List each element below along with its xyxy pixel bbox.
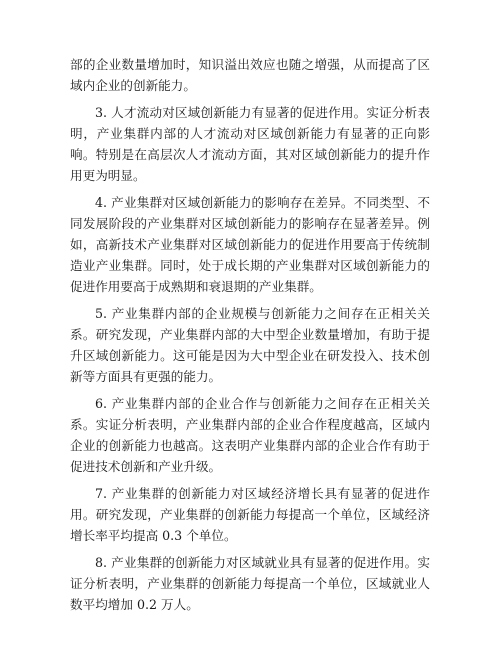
paragraph-finding-7: 7. 产业集群的创新能力对区域经济增长具有显著的促进作用。研究发现，产业集群的创新能力每提高一个单位，区域经济增长率平均提高 0.3 个单位。	[70, 486, 430, 543]
document-page	[70, 54, 430, 621]
paragraph-finding-5: 5. 产业集群内部的企业规模与创新能力之间存在正相关关系。研究发现，产业集群内部的大中型企业数量增加，有助于提升区域创新能力。这可能是因为大中型企业在研发投入、技术创新等方面具有更强的能力。	[70, 306, 430, 384]
paragraph-finding-3: 3. 人才流动对区域创新能力有显著的促进作用。实证分析表明，产业集群内部的人才流动对区域创新能力有显著的正向影响。特别是在高层次人才流动方面，其对区域创新能力的提升作用更为明显。	[70, 105, 430, 183]
paragraph-finding-8: 8. 产业集群的创新能力对区域就业具有显著的促进作用。实证分析表明，产业集群的创新能力每提高一个单位，区域就业人数平均增加 0.2 万人。	[70, 555, 430, 612]
paragraph-continuation: 部的企业数量增加时，知识溢出效应也随之增强，从而提高了区域内企业的创新能力。	[70, 57, 430, 93]
paragraph-finding-4: 4. 产业集群对区域创新能力的影响存在差异。不同类型、不同发展阶段的产业集群对区域创新能力的影响存在显著差异。例如，高新技术产业集群对区域创新能力的促进作用要高于传统制造业产业集群。同时，处于成长期的产业集群对区域创新能力的促进作用要高于成熟期和衰退期的产业集群。	[70, 195, 430, 294]
paragraph-finding-6: 6. 产业集群内部的企业合作与创新能力之间存在正相关关系。实证分析表明，产业集群内部的企业合作程度越高，区域内企业的创新能力也越高。这表明产业集群内部的企业合作有助于促进技术创新和产业升级。	[70, 396, 430, 474]
